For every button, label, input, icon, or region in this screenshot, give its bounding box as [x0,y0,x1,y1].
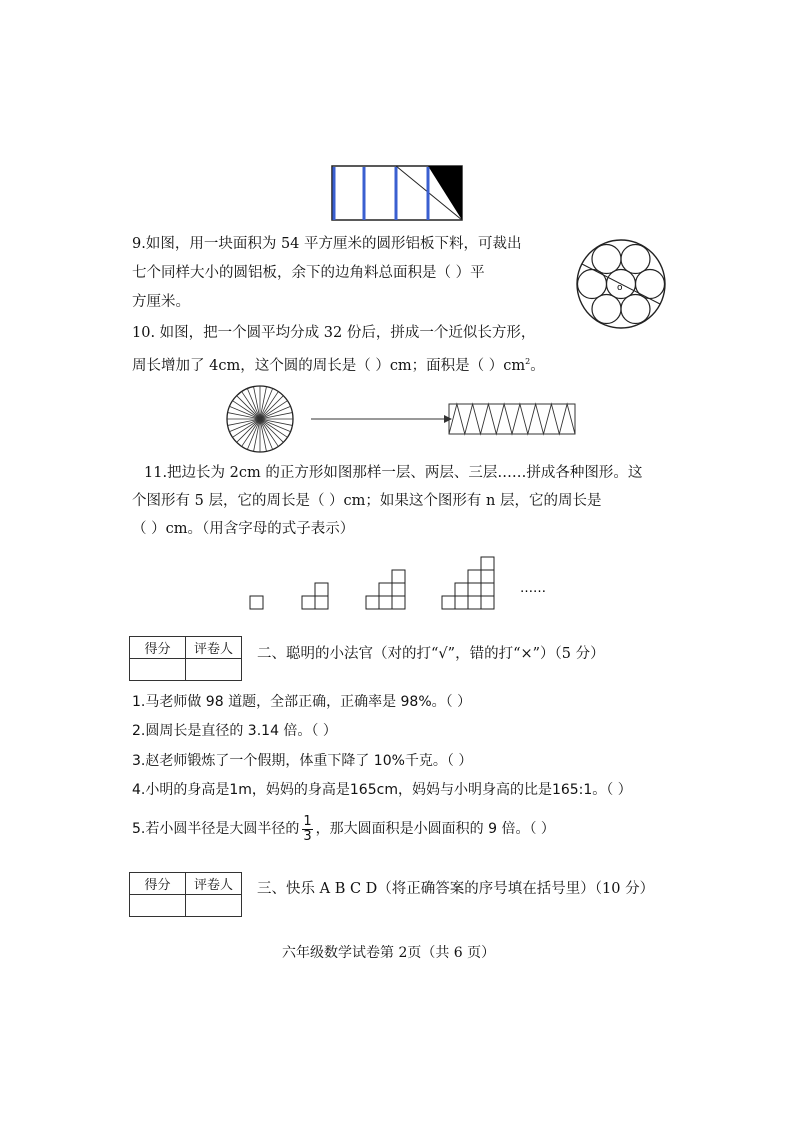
stair-square [379,596,392,609]
score-table-section-3 [129,872,242,917]
q9-line-2: 七个同样大小的圆铝板，余下的边角料总面积是（ ）平 [132,265,485,281]
q9-line-1: 9.如图，用一块面积为 54 平方厘米的圆形铝板下料，可裁出 [132,236,522,252]
score-cell[interactable] [130,895,186,917]
q11-line-3: （ ）cm。（用含字母的式子表示） [132,521,355,537]
item-5-text-a: 5.若小圆半径是大圆半径的 [132,821,300,837]
stair-square [366,596,379,609]
q10-line-2-end: 。 [530,357,545,374]
divided-rectangle-figure [330,164,464,222]
seven-circles-figure [574,238,670,330]
grader-header: 评卷人 [186,637,242,659]
section-2-item-2: 2.圆周长是直径的 3.14 倍。（ ） [132,723,337,739]
stair-square [379,583,392,596]
circle-sector-line [237,419,260,442]
section-2-item-1: 1.马老师做 98 道题，全部正确，正确率是 98%。（ ） [132,694,472,710]
stair-square [392,583,405,596]
stair-square [455,583,468,596]
q10-unit-sup: 2 [525,357,531,366]
stair-square [468,570,481,583]
q9-line-3: 方厘米。 [132,294,190,310]
stair-square [468,596,481,609]
fraction-one-third [302,815,312,844]
section-2-item-4: 4.小明的身高是1m，妈妈的身高是165cm，妈妈与小明身高的比是165:1。（ ） [132,782,632,798]
grader-cell[interactable] [186,895,242,917]
stair-square [392,570,405,583]
score-header: 得分 [130,637,186,659]
section-3-title: 三、快乐 A B C D（将正确答案的序号填在括号里）（10 分） [257,881,655,897]
q11-line-2: 个图形有 5 层，它的周长是（ ）cm；如果这个图形有 n 层，它的周长是 [132,493,602,509]
stair-square [250,596,263,609]
sector-zigzag [449,404,575,434]
circle-sector-line [260,419,283,442]
stair-square [455,596,468,609]
stair-square [481,570,494,583]
circle-sector-line [237,396,260,419]
q10-line-1: 10. 如图，把一个圆平均分成 32 份后，拼成一个近似长方形， [132,325,536,341]
stair-square [481,557,494,570]
stair-square [392,596,405,609]
score-header: 得分 [130,873,186,895]
stair-square [481,583,494,596]
circle-to-rectangle-figure [216,384,580,454]
staircase-squares-figure [240,548,550,614]
page-footer: 六年级数学试卷第 2页（共 6 页） [282,945,496,961]
section-2-item-5 [132,814,555,844]
stair-square [302,596,315,609]
section-2-title: 二、聪明的小法官（对的打“√”，错的打“×”）（5 分） [257,646,605,662]
section-2-item-3: 3.赵老师锻炼了一个假期，体重下降了 10%千克。（ ） [132,753,473,769]
circle-center-label: o [617,283,623,293]
fraction-denominator: 3 [303,828,312,844]
stair-square [315,596,328,609]
stairs-ellipsis: …… [520,581,546,596]
q10-line-2-text: 周长增加了 4cm，这个圆的周长是（ ）cm；面积是（ ）cm [132,357,526,374]
grader-cell[interactable] [186,659,242,681]
grader-header: 评卷人 [186,873,242,895]
stair-square [442,596,455,609]
q11-line-1: 11.把边长为 2cm 的正方形如图那样一层、两层、三层……拼成各种图形。这 [144,465,643,481]
score-cell[interactable] [130,659,186,681]
circle-sector-line [260,396,283,419]
item-5-text-b: ，那大圆面积是小圆面积的 9 倍。（ ） [315,821,555,837]
stair-square [468,583,481,596]
fraction-numerator: 1 [303,813,312,829]
stair-square [315,583,328,596]
stair-square [481,596,494,609]
score-table-section-2 [129,636,242,681]
q10-line-2 [132,352,545,376]
